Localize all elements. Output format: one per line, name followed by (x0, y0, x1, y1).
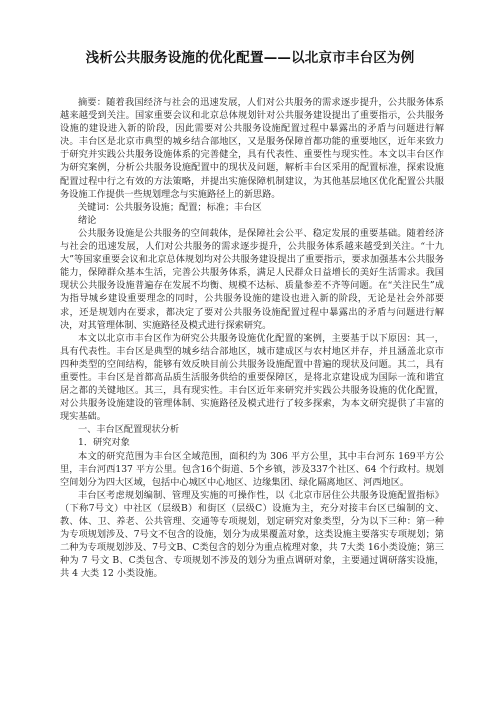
paper-body (60, 96, 444, 580)
section1-paragraph-2: 丰台区考虑规划编制、管理及实施的可操作性，以《北京市居住公共服务设施配置指标》（下称7号文）中社区（层级B）和街区（层级C）设施为主，充分对接丰台区已编制的文、教、体、卫、养老、公共管理、交通等专项规划，划定研究对象类型，分为以下三种：第一种为专项规划涉及、7号文不包含的设施，划分为成果覆盖对象，这类设施主要落实专项规划；第二种为专项规划涉及、7号文B、C类包含的划分为重点梳理对象，共 7大类 16小类设施；第三种为 7 号文 B、C类包含、专项规划不涉及的划分为重点调研对象，主要通过调研落实设施，共 4 大类 12 小类设施。 (60, 489, 444, 580)
abstract-paragraph: 摘要：随着我国经济与社会的迅速发展，人们对公共服务的需求逐步提升，公共服务体系越来越受到关注。国家重要会议和北京总体规划针对公共服务建设提出了重要指示，公共服务设施的建设进入新的阶段，因此需要对公共服务设施配置过程中暴露出的矛盾与问题进行解决。丰台区是北京市典型的城乡结合部地区，又是服务保障首都功能的重要地区，近年来致力于研究并实践公共服务设施体系的完善健全，具有代表性、重要性与现实性。本文以丰台区作为研究案例，分析公共服务设施配置中的现状及问题，解析丰台区采用的配置标准，探索设施配置过程中行之有效的方法策略，并提出实施保障机制建议，为其他基层地区优化配置公共服务设施工作提供一些规划理念与实施路径上的新思路。 (60, 97, 444, 200)
intro-paragraph-2: 本文以北京市丰台区作为研究公共服务设施优化配置的案例，主要基于以下原因：其一，具有代表性。丰台区是典型的城乡结合部地区，城市建成区与农村地区并存，并且涵盖北京市四种类型的空间结构，能够有效反映目前公共服务设施配置中普遍的现状及问题。其二，具有重要性。丰台区是首都高品质生活服务供给的重要保障区，是将北京建设成为国际一流和谐宜居之都的关键地区。其三，具有现实性。丰台区近年来研究并实践公共服务设施的优化配置，对公共服务设施建设的管理体制、实施路径及模式进行了较多探索，为本文研究提供了丰富的现实基础。 (60, 332, 444, 423)
paper-title: 浅析公共服务设施的优化配置——以北京市丰台区为例 (85, 50, 415, 66)
subsection-heading-1-1: 1．研究对象 (78, 437, 130, 449)
section1-paragraph-1: 本文的研究范围为丰台区全域范围，面积约为 306 平方公里，其中丰台河东 169平方公里，丰台河西137 平方公里。包含16个街道、5个乡镇，涉及337个社区、64 个行政村。规划空间划分为四大区域，包括中心城区中心地区、边缘集团、绿化隔离地区、河西地区。 (60, 450, 444, 488)
keywords-line: 关键词：公共服务设施；配置；标准；丰台区 (78, 201, 262, 213)
intro-heading: 绪论 (78, 214, 97, 226)
section-heading-1: 一、丰台区配置现状分析 (78, 424, 180, 436)
intro-paragraph-1: 公共服务设施是公共服务的空间载体，是保障社会公平、稳定发展的重要基础。随着经济与社会的迅速发展，人们对公共服务的需求逐步提升，公共服务体系越来越受到关注。“十九大”等国家重要会议和北京总体规划均对公共服务建设提出了重要指示，要求加强基本公共服务能力，保障群众基本生活，完善公共服务体系，满足人民群众日益增长的美好生活需求。我国现状公共服务设施普遍存在发展不均衡、规模不达标、质量参差不齐等问题。在“关注民生”成为指导城乡建设重要理念的同时，公共服务设施的建设也进入新的阶段，无论是社会外部要求，还是规划内在要求，都决定了要对公共服务设施配置过程中暴露出的矛盾与问题进行解决，对其管理体制、实施路径及模式进行探索研究。 (60, 227, 444, 331)
